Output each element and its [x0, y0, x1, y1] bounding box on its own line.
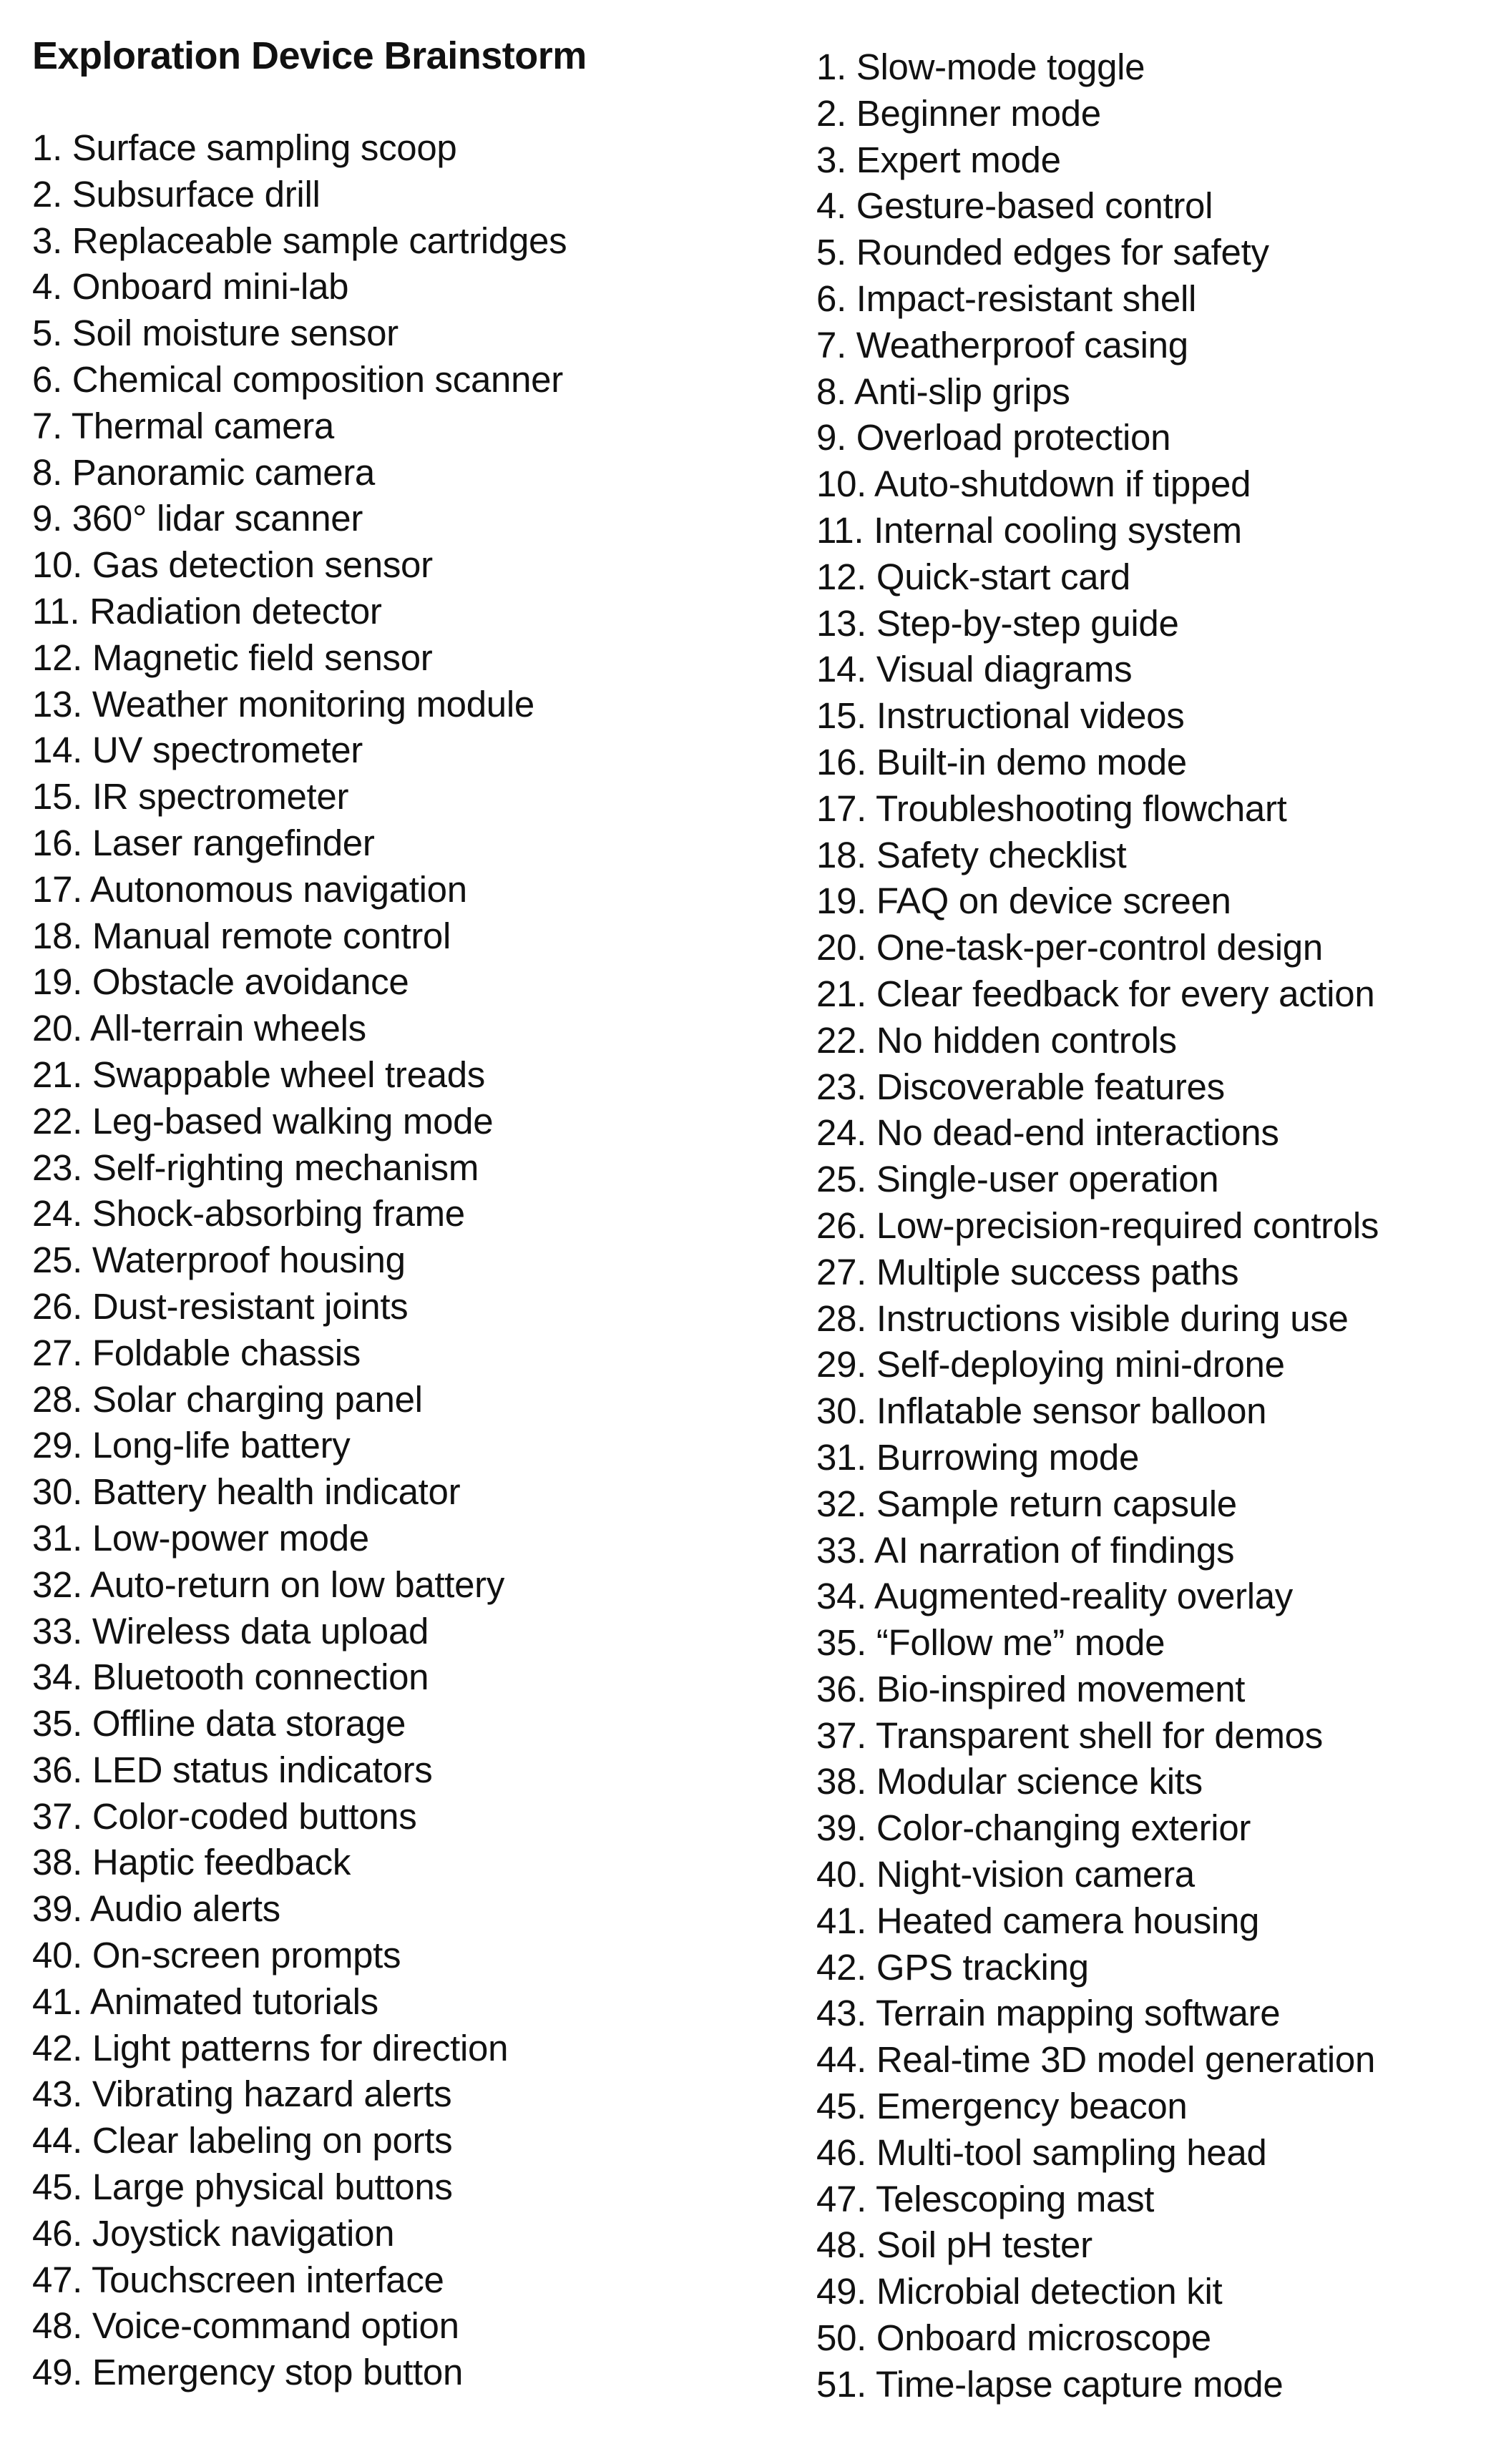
list-item: 14. Visual diagrams [816, 649, 1133, 690]
list-item: 23. Discoverable features [816, 1066, 1225, 1107]
list-item: 38. Haptic feedback [32, 1842, 351, 1883]
list-item: 5. Soil moisture sensor [32, 313, 399, 354]
list-item: 22. Leg-based walking mode [32, 1100, 494, 1142]
list-item: 32. Sample return capsule [816, 1483, 1237, 1524]
list-item: 5. Rounded edges for safety [816, 232, 1269, 273]
list-item: 49. Emergency stop button [32, 2352, 464, 2393]
list-item: 23. Self-righting mechanism [32, 1147, 479, 1188]
list-item: 19. Obstacle avoidance [32, 961, 409, 1003]
list-item: 43. Terrain mapping software [816, 1993, 1281, 2034]
list-item: 30. Inflatable sensor balloon [816, 1390, 1267, 1432]
list-item: 16. Built-in demo mode [816, 741, 1187, 782]
list-item: 9. 360° lidar scanner [32, 498, 363, 539]
list-item: 40. On-screen prompts [32, 1935, 401, 1976]
list-item: 4. Gesture-based control [816, 185, 1213, 227]
list-item: 12. Magnetic field sensor [32, 637, 433, 678]
list-item: 10. Auto-shutdown if tipped [816, 463, 1251, 505]
list-item: 45. Large physical buttons [32, 2166, 453, 2208]
list-item: 11. Internal cooling system [816, 509, 1242, 551]
list-item: 30. Battery health indicator [32, 1471, 461, 1513]
list-item: 16. Laser rangefinder [32, 822, 375, 863]
list-item: 2. Beginner mode [816, 92, 1101, 134]
list-item: 8. Anti-slip grips [816, 370, 1070, 412]
list-item: 3. Replaceable sample cartridges [32, 220, 567, 261]
list-item: 42. Light patterns for direction [32, 2027, 509, 2068]
list-item: 9. Overload protection [816, 417, 1171, 458]
list-item: 47. Touchscreen interface [32, 2259, 444, 2300]
right-column-list [816, 44, 1482, 2408]
list-item: 13. Step-by-step guide [816, 602, 1179, 644]
list-item: 42. GPS tracking [816, 1946, 1089, 1988]
list-item: 27. Foldable chassis [32, 1332, 361, 1373]
list-item: 38. Modular science kits [816, 1761, 1203, 1802]
left-column-list [32, 125, 769, 2396]
list-item: 36. LED status indicators [32, 1749, 433, 1790]
list-item: 8. Panoramic camera [32, 451, 375, 493]
list-item: 39. Color-changing exterior [816, 1807, 1251, 1849]
list-item: 34. Bluetooth connection [32, 1656, 429, 1698]
list-item: 13. Weather monitoring module [32, 683, 534, 725]
list-item: 40. Night-vision camera [816, 1854, 1195, 1895]
list-item: 39. Audio alerts [32, 1888, 280, 1930]
list-item: 50. Onboard microscope [816, 2317, 1211, 2359]
list-item: 34. Augmented-reality overlay [816, 1576, 1294, 1617]
list-item: 44. Real-time 3D model generation [816, 2039, 1376, 2081]
list-item: 1. Surface sampling scoop [32, 127, 457, 168]
list-item: 47. Telescoping mast [816, 2178, 1155, 2219]
list-item: 25. Single-user operation [816, 1159, 1219, 1200]
document-title: Exploration Device Brainstorm [32, 34, 587, 77]
list-item: 10. Gas detection sensor [32, 544, 433, 586]
list-item: 11. Radiation detector [32, 590, 382, 632]
list-item: 25. Waterproof housing [32, 1240, 406, 1281]
list-item: 48. Voice-command option [32, 2305, 459, 2347]
list-item: 28. Solar charging panel [32, 1378, 423, 1420]
list-item: 2. Subsurface drill [32, 173, 321, 215]
list-item: 19. FAQ on device screen [816, 880, 1231, 922]
list-item: 20. All-terrain wheels [32, 1008, 366, 1049]
list-item: 46. Multi-tool sampling head [816, 2131, 1267, 2173]
list-item: 21. Clear feedback for every action [816, 973, 1375, 1014]
list-item: 17. Autonomous navigation [32, 868, 467, 910]
list-item: 32. Auto-return on low battery [32, 1564, 505, 1605]
list-item: 26. Dust-resistant joints [32, 1285, 409, 1327]
list-item: 33. Wireless data upload [32, 1610, 429, 1651]
list-item: 37. Transparent shell for demos [816, 1714, 1323, 1756]
list-item: 15. Instructional videos [816, 695, 1185, 737]
list-item: 51. Time-lapse capture mode [816, 2363, 1284, 2405]
list-item: 18. Safety checklist [816, 834, 1127, 875]
list-item: 26. Low-precision-required controls [816, 1204, 1379, 1246]
list-item: 37. Color-coded buttons [32, 1795, 417, 1837]
list-item: 3. Expert mode [816, 139, 1061, 180]
list-item: 31. Burrowing mode [816, 1436, 1140, 1478]
list-item: 6. Chemical composition scanner [32, 358, 563, 400]
list-item: 20. One-task-per-control design [816, 927, 1323, 968]
list-item: 7. Thermal camera [32, 405, 334, 446]
list-item: 15. IR spectrometer [32, 776, 349, 818]
list-item: 35. “Follow me” mode [816, 1622, 1165, 1664]
list-item: 21. Swappable wheel treads [32, 1054, 485, 1095]
list-item: 14. UV spectrometer [32, 730, 363, 771]
list-item: 6. Impact-resistant shell [816, 278, 1197, 319]
list-item: 46. Joystick navigation [32, 2212, 395, 2254]
list-item: 24. Shock-absorbing frame [32, 1193, 465, 1235]
list-item: 36. Bio-inspired movement [816, 1668, 1246, 1709]
list-item: 44. Clear labeling on ports [32, 2120, 453, 2161]
list-item: 22. No hidden controls [816, 1019, 1177, 1061]
list-item: 45. Emergency beacon [816, 2086, 1188, 2127]
list-item: 41. Animated tutorials [32, 1980, 378, 2022]
list-item: 29. Long-life battery [32, 1425, 351, 1466]
list-item: 49. Microbial detection kit [816, 2271, 1223, 2312]
list-item: 48. Soil pH tester [816, 2224, 1092, 2266]
list-item: 43. Vibrating hazard alerts [32, 2073, 452, 2115]
list-item: 29. Self-deploying mini-drone [816, 1344, 1285, 1385]
list-item: 4. Onboard mini-lab [32, 266, 349, 308]
list-item: 33. AI narration of findings [816, 1529, 1235, 1571]
list-item: 31. Low-power mode [32, 1517, 369, 1559]
list-item: 28. Instructions visible during use [816, 1297, 1349, 1339]
list-item: 12. Quick-start card [816, 556, 1130, 597]
list-item: 17. Troubleshooting flowchart [816, 787, 1287, 829]
list-item: 18. Manual remote control [32, 915, 451, 956]
list-item: 35. Offline data storage [32, 1703, 406, 1744]
list-item: 24. No dead-end interactions [816, 1112, 1279, 1154]
list-item: 7. Weatherproof casing [816, 324, 1188, 365]
list-item: 1. Slow-mode toggle [816, 46, 1145, 87]
list-item: 41. Heated camera housing [816, 1900, 1260, 1941]
list-item: 27. Multiple success paths [816, 1251, 1239, 1292]
